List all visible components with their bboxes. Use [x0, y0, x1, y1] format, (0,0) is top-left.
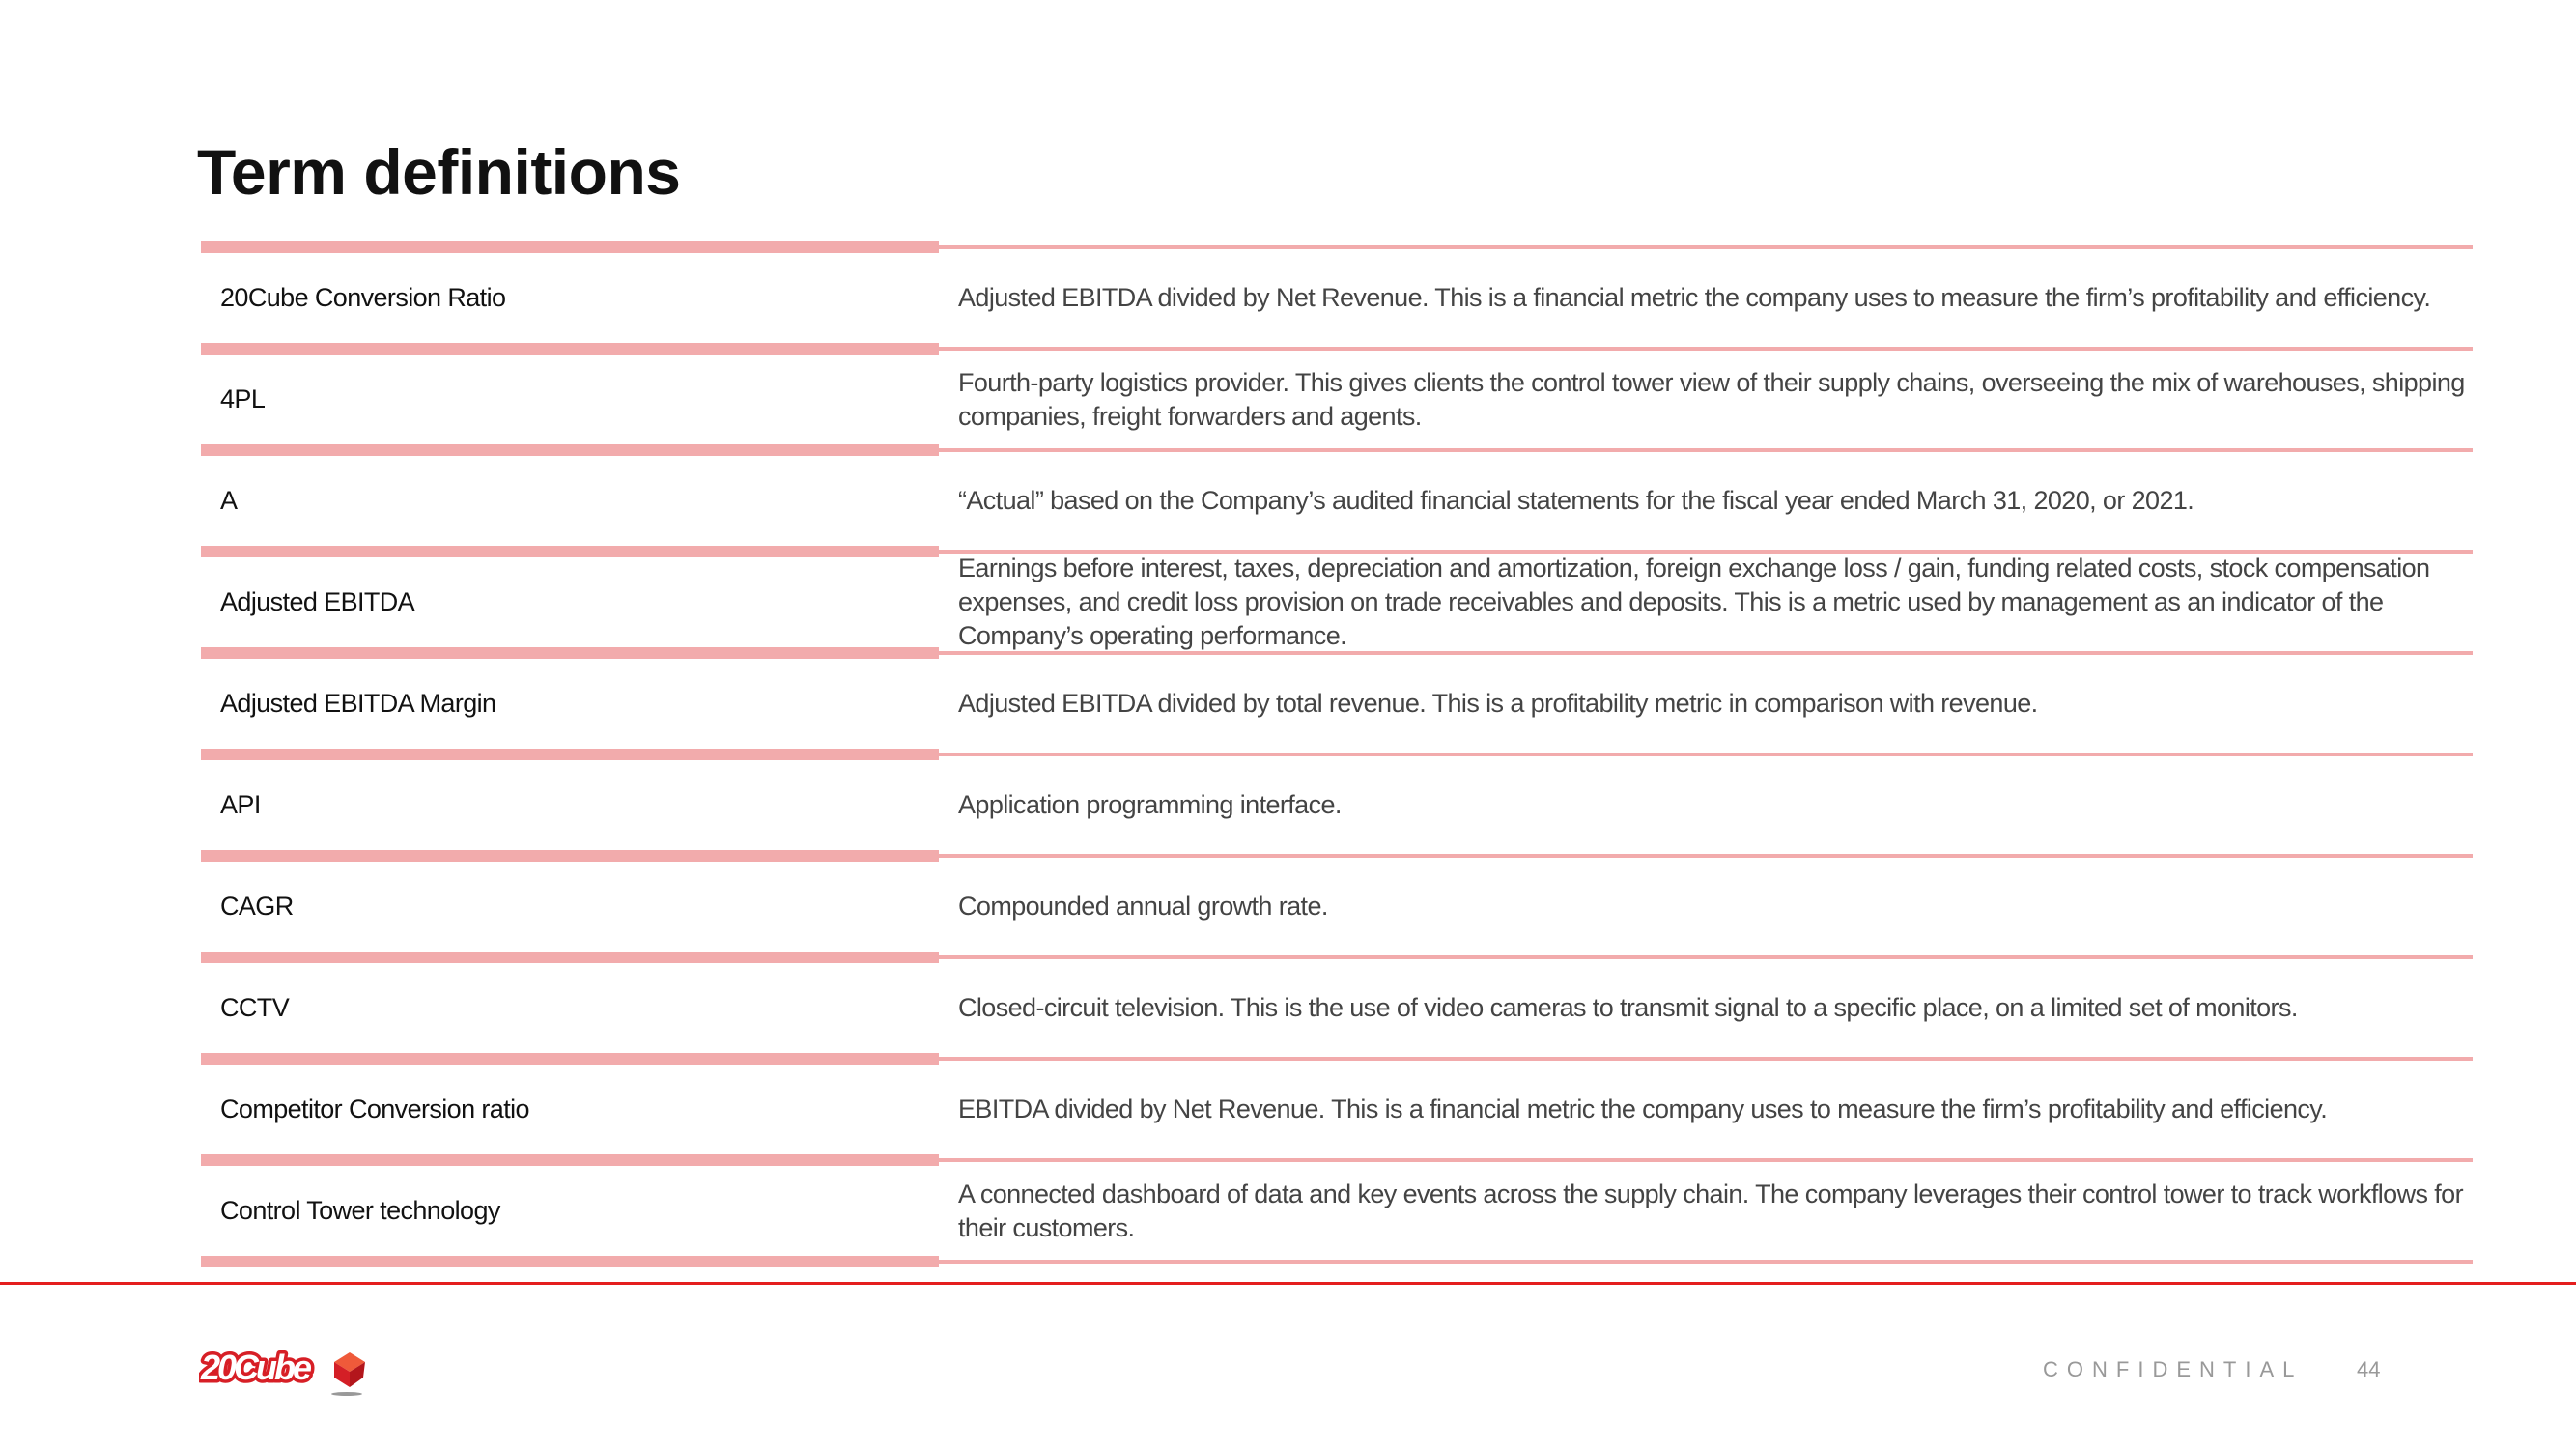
definition-cell: Compounded annual growth rate. [958, 892, 1328, 921]
footer-divider [0, 1282, 2576, 1285]
row-divider-right [939, 1057, 2473, 1061]
row-divider-left [201, 1053, 939, 1065]
definition-cell: EBITDA divided by Net Revenue. This is a financial metric the company uses to measure the firm’s profitability and efficiency. [958, 1094, 2328, 1123]
definition-cell: Closed-circuit television. This is the use of video cameras to transmit signal to a specific place, on a limited set of monitors. [958, 993, 2298, 1022]
term-cell: A [220, 486, 238, 515]
table-row [201, 749, 2473, 850]
term-cell: Control Tower technology [220, 1196, 500, 1225]
table-row [201, 1053, 2473, 1154]
row-divider-left [201, 1154, 939, 1166]
definition-cell: Earnings before interest, taxes, depreciation and amortization, foreign exchange loss / gain, funding related costs, stock compensation expenses, and credit loss provision on trade receivables and deposits. This is a metric used by management as an indicator of the Company’s operating performance. [958, 554, 2430, 650]
definition-cell: “Actual” based on the Company’s audited financial statements for the fiscal year ended March 31, 2020, or 2021. [958, 486, 2194, 515]
company-logo [199, 1341, 373, 1404]
term-cell: API [220, 790, 261, 819]
confidential-label: CONFIDENTIAL [2043, 1357, 2304, 1381]
term-cell: CAGR [220, 892, 294, 921]
table-row [201, 1154, 2473, 1256]
row-divider-left [201, 647, 939, 659]
row-divider-right [939, 448, 2473, 452]
definition-cell: Fourth-party logistics provider. This gives clients the control tower view of their supply chains, overseeing the mix of warehouses, shipping companies, freight forwarders and agents. [958, 367, 2465, 431]
table-row [201, 546, 2473, 650]
table-row [201, 343, 2473, 444]
definition-cell: Application programming interface. [958, 790, 1342, 819]
definition-cell: Adjusted EBITDA divided by total revenue. This is a profitability metric in comparison with revenue. [958, 689, 2038, 718]
term-cell: 20Cube Conversion Ratio [220, 283, 506, 312]
table-row [201, 647, 2473, 749]
table-row [201, 242, 2473, 343]
row-divider-right [939, 651, 2473, 655]
definition-cell: Adjusted EBITDA divided by Net Revenue. This is a financial metric the company uses to measure the firm’s profitability and efficiency. [958, 283, 2431, 312]
row-divider-left [201, 242, 939, 253]
table-row [201, 850, 2473, 952]
row-divider-right [939, 753, 2473, 756]
term-cell: CCTV [220, 993, 290, 1022]
row-divider-right [939, 1260, 2473, 1264]
row-divider-left [201, 343, 939, 355]
row-divider-right [939, 245, 2473, 249]
row-divider-left [201, 749, 939, 760]
row-divider-left [201, 952, 939, 963]
row-divider-left [201, 850, 939, 862]
page-number: 44 [2357, 1357, 2381, 1381]
term-cell: Adjusted EBITDA Margin [220, 689, 496, 718]
row-divider-right [939, 1158, 2473, 1162]
definitions-table [201, 242, 2473, 1267]
definition-cell: A connected dashboard of data and key events across the supply chain. The company leverages their control tower to track workflows for their customers. [958, 1179, 2463, 1242]
row-divider-right [939, 955, 2473, 959]
row-divider-right [939, 854, 2473, 858]
table-row [201, 444, 2473, 546]
page-title: Term definitions [197, 136, 681, 208]
row-divider-right [939, 347, 2473, 351]
svg-text:20Cube: 20Cube [201, 1348, 310, 1387]
row-divider-left [201, 1256, 939, 1267]
term-cell: Adjusted EBITDA [220, 587, 415, 616]
term-cell: Competitor Conversion ratio [220, 1094, 529, 1123]
table-bottom-border [201, 1256, 2473, 1267]
row-divider-left [201, 546, 939, 557]
row-divider-left [201, 444, 939, 456]
term-cell: 4PL [220, 384, 266, 413]
table-row [201, 952, 2473, 1053]
